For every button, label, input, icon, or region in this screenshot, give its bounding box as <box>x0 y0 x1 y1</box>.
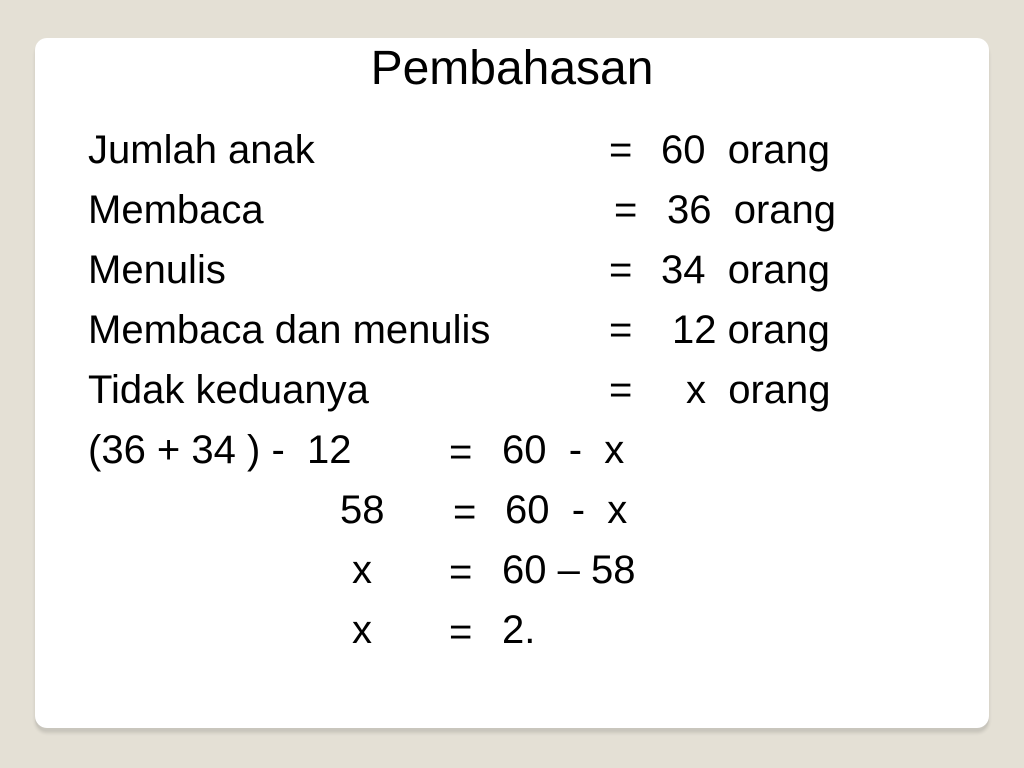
fact-equals-neither: = <box>609 368 633 412</box>
step-1-equals: = <box>449 430 473 474</box>
fact-value-total: 60 orang <box>661 128 831 172</box>
fact-value-reading: 36 orang <box>667 188 837 232</box>
fact-label-writing: Menulis <box>88 248 226 292</box>
step-3-equals: = <box>449 550 473 594</box>
fact-label-neither: Tidak keduanya <box>88 368 369 412</box>
step-1-rhs: 60 - x <box>502 428 625 472</box>
step-2-rhs: 60 - x <box>505 488 628 532</box>
fact-equals-both: = <box>609 308 633 352</box>
fact-label-total: Jumlah anak <box>88 128 315 172</box>
step-4-equals: = <box>449 610 473 654</box>
step-3-lhs: x <box>352 548 372 592</box>
step-3-rhs: 60 – 58 <box>502 548 636 592</box>
step-4-lhs: x <box>352 608 372 652</box>
fact-equals-total: = <box>609 128 633 172</box>
slide-title: Pembahasan <box>370 42 654 95</box>
step-2-lhs: 58 <box>340 488 385 532</box>
step-1-lhs: (36 + 34 ) - 12 <box>88 428 352 472</box>
fact-equals-writing: = <box>609 248 633 292</box>
fact-value-neither: x orang <box>686 368 831 412</box>
step-4-rhs: 2. <box>502 608 536 652</box>
fact-label-both: Membaca dan menulis <box>88 308 491 352</box>
fact-value-both: 12 orang <box>672 308 830 352</box>
fact-label-reading: Membaca <box>88 188 264 232</box>
fact-equals-reading: = <box>614 188 638 232</box>
step-2-equals: = <box>453 490 477 534</box>
fact-value-writing: 34 orang <box>661 248 831 292</box>
